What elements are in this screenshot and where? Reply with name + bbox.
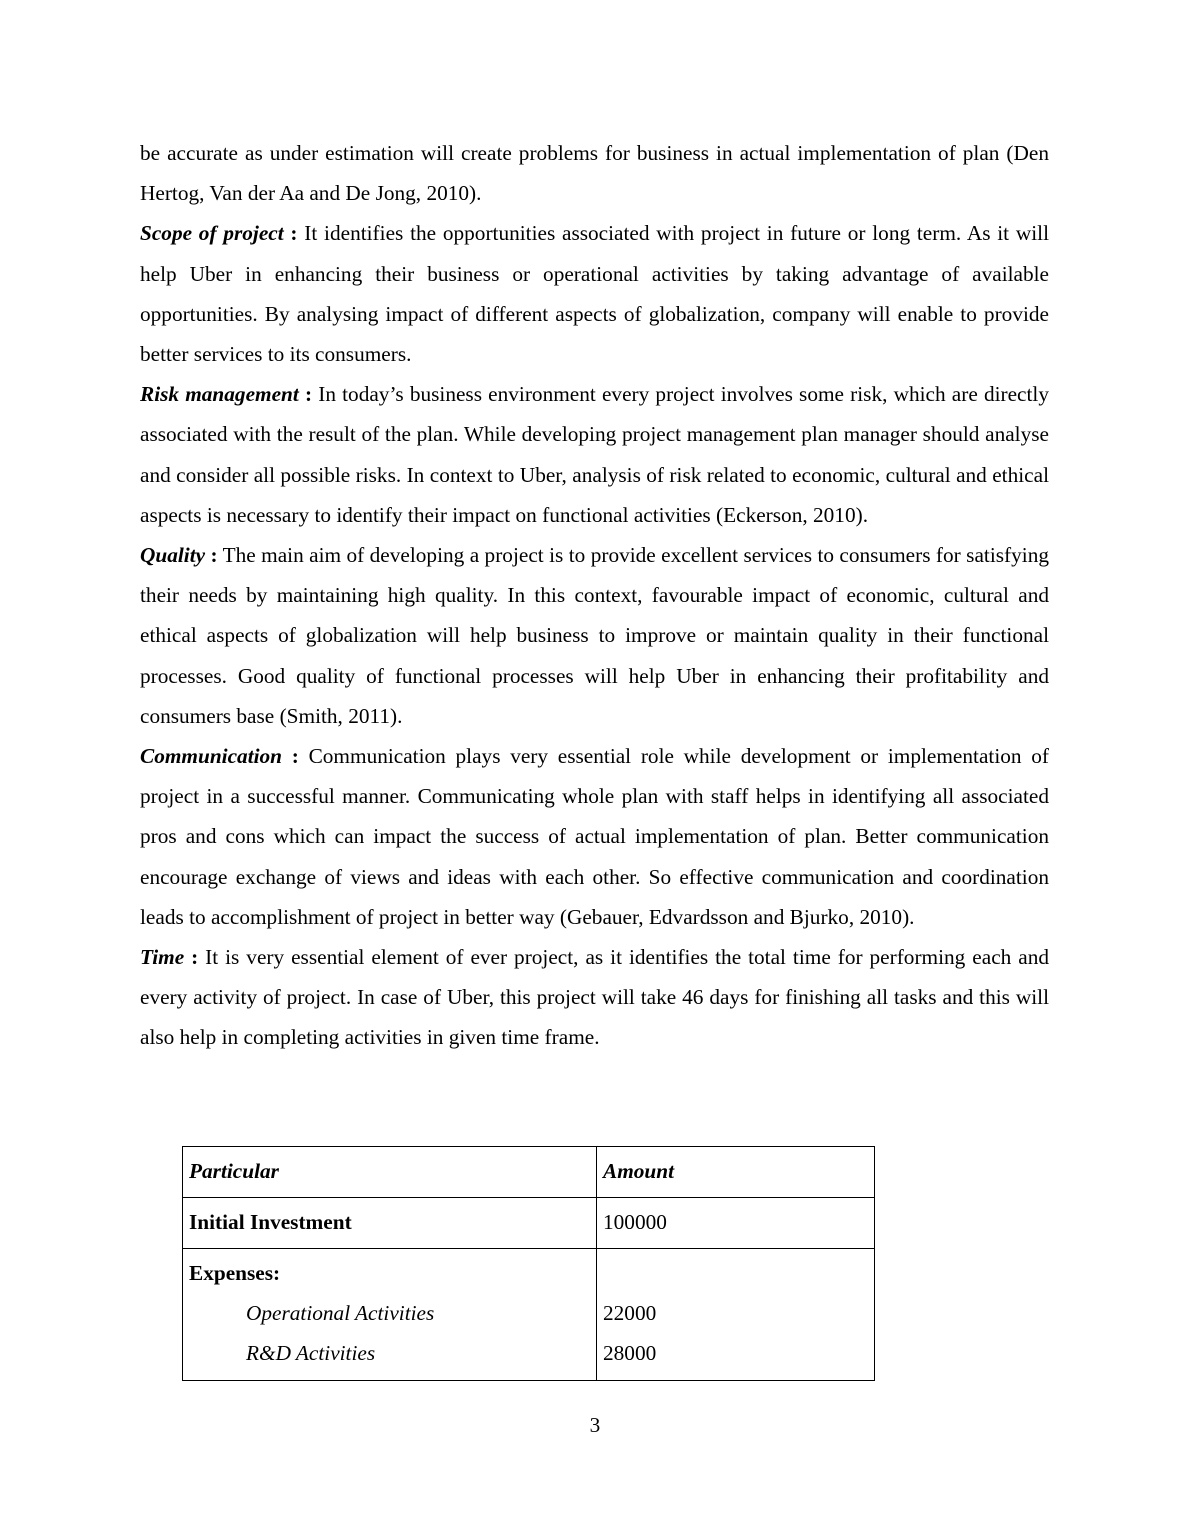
table-header-row [183, 1147, 875, 1198]
expenses-label: Expenses: [189, 1261, 281, 1285]
heading-colon: : [184, 945, 199, 970]
paragraph-text: Communication plays very essential role while development or implementation of project in a successful manner. Communicating whole plan with staff helps in identifying all associated pros and cons which can impact the success of actual implementation of plan. Better communication encourage exchange of views and ideas with each other. So effective communication and coordination leads to accomplishment of project in better way (Gebauer, Edvardsson and Bjurko, 2010). [140, 744, 1049, 929]
section-heading: Scope of project [140, 221, 284, 246]
initial-investment-value: 100000 [603, 1210, 667, 1234]
expense-item-label: R&D Activities [246, 1341, 376, 1366]
heading-colon: : [282, 744, 299, 769]
budget-table [182, 1146, 875, 1381]
section-heading: Quality [140, 543, 206, 568]
paragraph-text: In today’s business environment every project involves some risk, which are directly associated with the result of the plan. While developing project management plan manager should analyse and consider all possible risks. In context to Uber, analysis of risk related to economic, cultural and ethical aspects is necessary to identify their impact on functional activities (Eckerson, 2010). [140, 382, 1049, 527]
table-row [183, 1198, 875, 1249]
paragraph-quality [140, 535, 1049, 736]
heading-colon: : [283, 221, 298, 246]
paragraph-text: The main aim of developing a project is to provide excellent services to consumers for satisfying their needs by maintaining high quality. In this context, favourable impact of economic, cultural and ethical aspects of globalization will help business to improve or maintain quality in their functional processes. Good quality of functional processes will help Uber in enhancing their profitability and consumers base (Smith, 2011). [140, 543, 1049, 728]
page-number: 3 [589, 1413, 601, 1437]
table-row [183, 1249, 875, 1381]
paragraph-risk-management [140, 374, 1049, 535]
body-text [140, 133, 1049, 1058]
section-heading: Communication [140, 744, 283, 769]
heading-colon: : [298, 382, 313, 407]
expense-item-label: Operational Activities [246, 1301, 435, 1326]
header-amount: Amount [603, 1159, 675, 1183]
paragraph-text: It is very essential element of ever project, as it identifies the total time for performing each and every activity of project. In case of Uber, this project will take 46 days for finishing all tasks and this will also help in completing activities in given time frame. [140, 945, 1049, 1050]
paragraph-text: It identifies the opportunities associated with project in future or long term. As it will help Uber in enhancing their business or operational activities by taking advantage of available opportunities. By analysing impact of different aspects of globalization, company will enable to provide better services to its consumers. [140, 221, 1049, 367]
paragraph-communication [140, 736, 1049, 937]
section-heading: Risk management [140, 382, 299, 407]
paragraph-continuation [140, 133, 1049, 213]
section-heading: Time [140, 945, 185, 970]
paragraph-time [140, 937, 1049, 1058]
expense-spacer [603, 1253, 868, 1293]
heading-colon: : [205, 543, 218, 568]
expense-item-value: 28000 [603, 1341, 657, 1366]
paragraph-scope-of-project [140, 213, 1049, 374]
expense-item-value: 22000 [603, 1301, 657, 1326]
initial-investment-label: Initial Investment [189, 1210, 352, 1234]
paragraph-text: be accurate as under estimation will create problems for business in actual implementation of plan (Den Hertog, Van der Aa and De Jong, 2010). [140, 141, 1049, 206]
header-particular: Particular [189, 1159, 279, 1183]
